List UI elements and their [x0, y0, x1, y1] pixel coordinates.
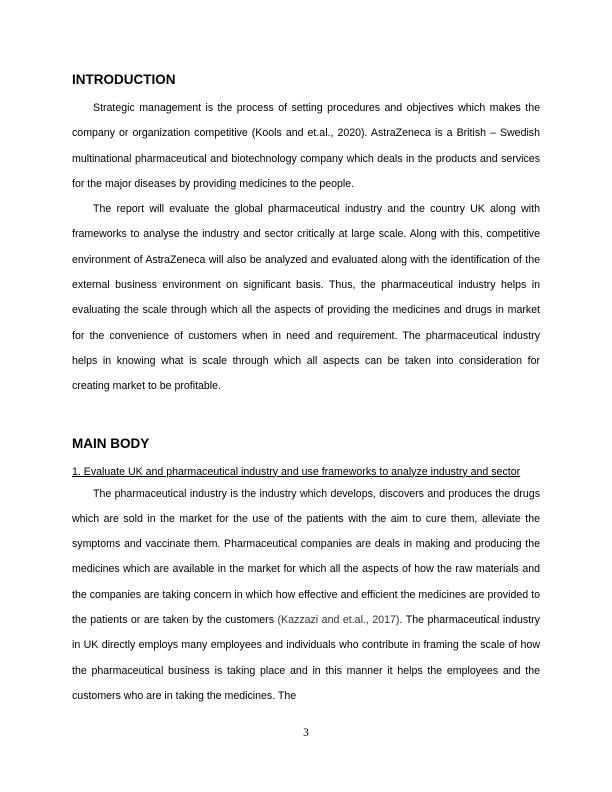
main-body-paragraph-text-a: The pharmaceutical industry is the industry which develops, discovers and produces the drugs which are sold in the market for the use of the patients with the aim to cure them, alleviate the symptoms and vaccinate them. Pharmaceutical companies are deals in making and producing the medicines which are available in the market for which all the aspects of how the raw materials and the companies are taking concern in which how effective and efficient the medicines are provided to the patients or are taken by the customers: [72, 487, 540, 627]
introduction-heading: INTRODUCTION: [72, 72, 176, 87]
main-body-paragraph-1: [72, 482, 540, 710]
citation-kazzazi: (Kazzazi and et.al., 2017): [277, 614, 400, 627]
introduction-section: [72, 70, 540, 400]
main-body-section: [72, 434, 540, 710]
main-body-heading: MAIN BODY: [72, 435, 150, 451]
section-1-subheading: 1. Evaluate UK and pharmaceutical industry and use frameworks to analyze industry and sector: [72, 465, 521, 478]
main-body-paragraph-text-b: . The pharmaceutical industry in UK directly employs many employees and individuals who contribute in framing the scale of how the pharmaceutical business is taking place and in this manner it helps the employees and the customers who are in taking the medicines. The: [72, 614, 540, 702]
introduction-paragraph-1: Strategic management is the process of setting procedures and objectives which makes the company or organization competitive (Kools and et.al., 2020). AstraZeneca is a British – Swedish multinational pharmaceutical and biotechnology company which deals in the products and services for the major diseases by providing medicines to the people.: [72, 102, 540, 190]
page-number: 3: [303, 727, 309, 739]
page-content: [72, 70, 540, 709]
introduction-paragraph-2: The report will evaluate the global pharmaceutical industry and the country UK along with frameworks to analyse the industry and sector critically at large scale. Along with this, competitive environment of AstraZeneca will also be analyzed and evaluated along with the identification of the external business environment on significant basis. Thus, the pharmaceutical industry helps in evaluating the scale through which all the aspects of providing the medicines and drugs in market for the convenience of customers when in need and requirement. The pharmaceutical industry helps in knowing what is scale through which all aspects can be taken into consideration for creating market to be profitable.: [72, 203, 540, 393]
